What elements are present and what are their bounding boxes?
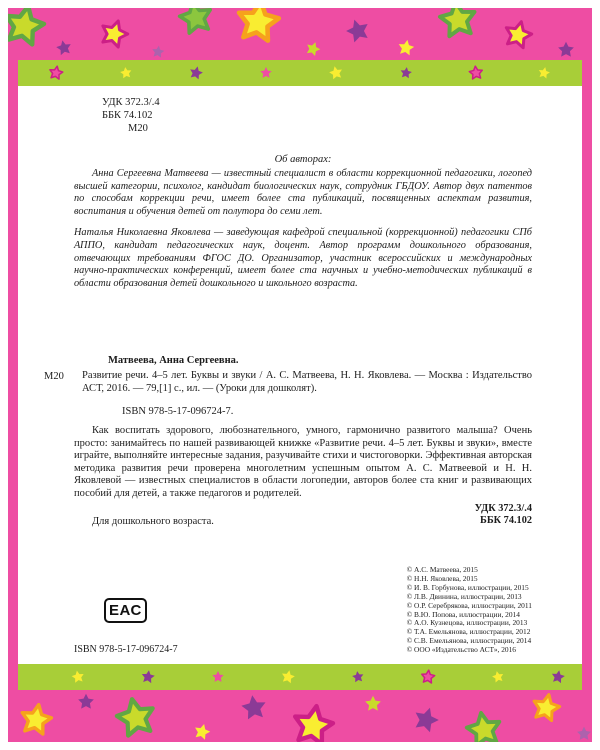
copyright-line: © Т.А. Емельянова, иллюстрации, 2012 [406,627,531,637]
about-authors-heading: Об авторах: [274,154,332,165]
top-decor-band [8,8,592,60]
star-icon [365,696,381,711]
isbn-line: ISBN 978-5-17-096724-7. [122,405,234,417]
star-icon [280,669,295,684]
udk-right: УДК 372.3/.4 [474,502,532,514]
star-icon [411,704,441,734]
annotation-text: Как воспитать здорового, любознательного, умного, гармонично развитого малыша? Очень просто: занимайтесь по нашей развивающей книжке «Развитие речи. 4–5 лет. Буквы и звуки», вместе играйте, выполняйте интересные задания, разучивайте стихи и чистоговорки. Эффективная авторская методика развития речи проверена многолетним успешным опытом А. С. Матвеевой и Н. Н. Яковлевой — известных специалистов в области логопедии, авторов более ста книг и развивающих пособий для детей, а также педагогов и родителей. [74,424,532,499]
copyright-block [407,566,532,655]
author1-bio: Анна Сергеевна Матвеева — известный специалист в области коррекционной педагогики, логопед высшей категории, психолог, кандидат биологических наук, сотрудник ГБДОУ. Автор двух патентов по способам коррекции речи, имеет более ста публикаций, посвященных аспектам развития, воспитания и обучения детей от полутора до семи лет. [74,168,532,217]
copyright-line: © А.С. Матвеева, 2015 [406,565,478,574]
isbn-bottom: ISBN 978-5-17-096724-7 [74,644,178,655]
star-icon [19,702,53,735]
star-icon [491,670,504,683]
author2-bio: Наталья Николаевна Яковлева — заведующая кафедрой специальной (коррекционной) педагогики СПб АППО, кандидат педагогических наук, доцент. Автор программ дошкольного образования, отвечающих требованиям ФГОС ДО. Организатор, участник всероссийских и международных научно-практических конференций, имеет более ста научных и учебно-методических публикаций в области образования детей дошкольного и школьного возраста. [74,227,532,289]
star-icon [188,65,204,80]
bottom-green-stripe [18,664,582,690]
copyright-line: © А.О. Кузнецова, иллюстрации, 2013 [406,618,528,628]
star-icon [114,695,157,737]
copyright-line: © ООО «Издательство АСТ», 2016 [406,645,517,655]
star-icon [438,8,477,37]
star-icon [352,670,365,682]
star-icon [120,66,133,78]
star-icon [328,65,343,80]
star-icon [503,18,534,48]
eac-mark: ЕАС [104,598,147,623]
bbk-number: ББК 74.102 [102,110,153,121]
stars-decor-bottom-stripe [18,664,582,690]
star-icon [469,65,483,79]
star-icon [8,8,47,46]
copyright-line: © И. В. Горбунова, иллюстрации, 2015 [406,582,529,592]
copyright-line: © С.В. Емельянова, иллюстрации, 2014 [406,636,532,646]
star-icon [551,669,566,684]
star-icon [78,694,94,709]
star-icon [537,66,550,79]
stars-decor-top-stripe [18,60,582,86]
author-sign: М20 [128,123,148,134]
star-icon [344,16,372,44]
star-icon [400,66,413,78]
star-icon [236,8,281,42]
imprint-page [18,86,582,664]
copyright-line: © О.Р. Серебрякова, иллюстрации, 2011 [406,600,532,610]
audience-note: Для дошкольного возраста. [92,515,214,527]
star-icon [260,67,271,78]
bbk-right: ББК 74.102 [480,515,532,526]
star-icon [212,671,223,682]
catalog-description: Развитие речи. 4–5 лет. Буквы и звуки / А. С. Матвеева, Н. Н. Яковлева. — Москва : Издательство АСТ, 2016. — 79,[1] с., ил. — (Уроки для дошколят). [82,370,532,395]
star-icon [49,65,64,80]
stars-decor-bottom [8,690,592,742]
bottom-decor-band [8,690,592,742]
star-icon [577,727,591,740]
copyright-line: © Л.В. Двинина, иллюстрации, 2013 [406,591,522,601]
star-icon [193,722,212,740]
meta-row [74,503,532,528]
imprint-footer [74,564,532,664]
top-green-stripe [18,60,582,86]
star-icon [421,669,435,683]
copyright-line: © Н.Н. Яковлева, 2015 [406,573,478,583]
stars-decor-top [8,8,592,60]
star-icon [531,692,562,722]
star-icon [151,45,165,58]
star-icon [465,710,503,742]
star-icon [240,694,267,720]
udk-bbk-block [475,503,532,528]
star-icon [397,39,415,56]
star-icon [141,669,156,683]
udk-number: УДК 372.3/.4 [102,97,160,108]
catalog-entry [44,370,532,396]
star-icon [177,8,214,34]
star-icon [55,39,72,56]
classification-block [102,96,532,135]
star-icon [558,42,574,57]
star-icon [71,670,85,684]
star-icon [291,703,335,742]
catalog-author-heading: Матвеева, Анна Сергеевна. [108,355,239,367]
catalog-author-sign: М20 [44,371,64,383]
copyright-line: © В.Ю. Попова, иллюстрации, 2014 [406,609,520,619]
star-icon [98,17,131,49]
star-icon [304,40,322,57]
decorative-frame [8,8,592,742]
